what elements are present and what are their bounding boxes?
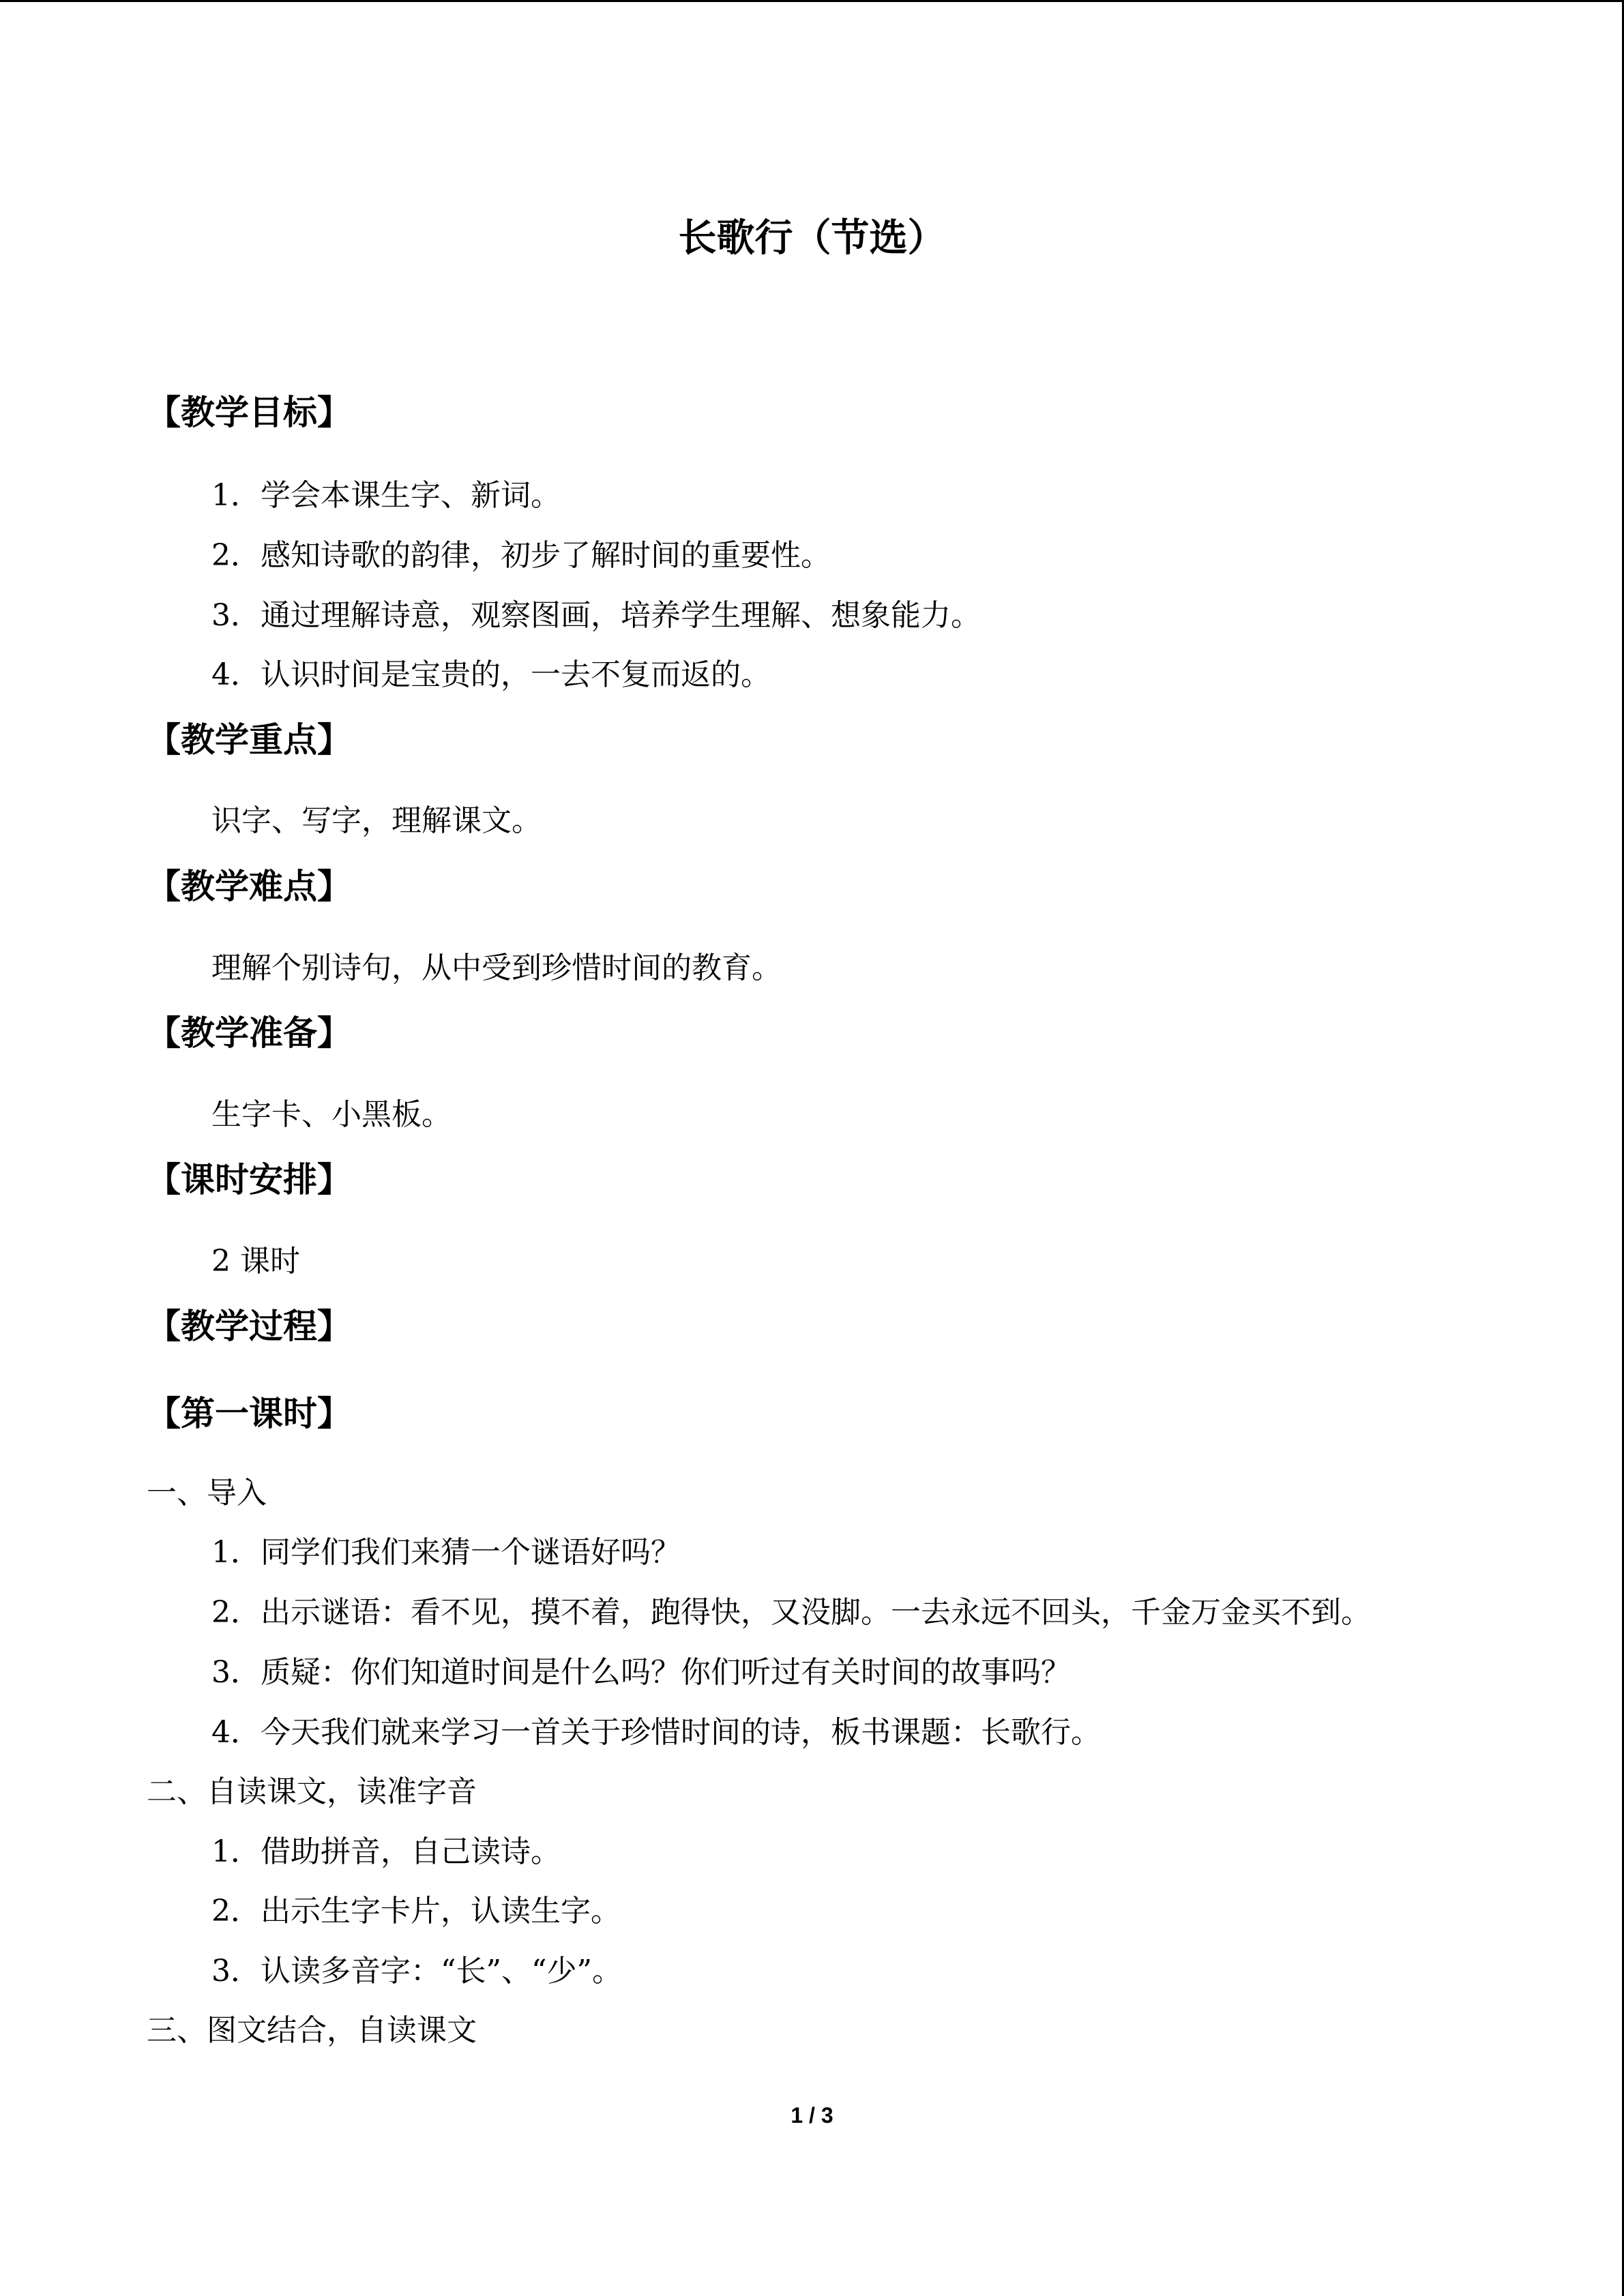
goal-item: 3．通过理解诗意，观察图画，培养学生理解、想象能力。: [211, 598, 981, 633]
section-item: 1．借助拼音，自己读诗。: [211, 1834, 561, 1869]
difficulties-heading: 【教学难点】: [147, 867, 351, 906]
section-title: 二、自读课文，读准字音: [147, 1774, 477, 1809]
lesson1-heading: 【第一课时】: [147, 1394, 351, 1433]
document-title: 长歌行（节选）: [678, 216, 946, 260]
goal-item: 1．学会本课生字、新词。: [211, 478, 561, 513]
preparation-heading: 【教学准备】: [147, 1013, 351, 1053]
section-title: 一、导入: [147, 1476, 267, 1510]
process-heading: 【教学过程】: [147, 1307, 351, 1346]
section-item: 4．今天我们就来学习一首关于珍惜时间的诗，板书课题：长歌行。: [211, 1715, 1101, 1750]
section-item: 2．出示谜语：看不见，摸不着，跑得快，又没脚。一去永远不回头，千金万金买不到。: [211, 1595, 1371, 1630]
section-item: 3．质疑：你们知道时间是什么吗？你们听过有关时间的故事吗？: [211, 1655, 1071, 1690]
preparation-text: 生字卡、小黑板。: [211, 1097, 452, 1132]
key-points-text: 识字、写字，理解课文。: [211, 803, 542, 838]
page-number: 1 / 3: [791, 2103, 833, 2128]
goals-heading: 【教学目标】: [147, 393, 351, 432]
key-points-heading: 【教学重点】: [147, 720, 351, 760]
section-title: 三、图文结合，自读课文: [147, 2013, 477, 2048]
goal-item: 2．感知诗歌的韵律，初步了解时间的重要性。: [211, 538, 831, 573]
difficulties-text: 理解个别诗句，从中受到珍惜时间的教育。: [211, 951, 782, 985]
schedule-heading: 【课时安排】: [147, 1160, 351, 1199]
section-item: 3．认读多音字：“长”、“少”。: [211, 1954, 622, 1988]
goal-item: 4．认识时间是宝贵的，一去不复而返的。: [211, 657, 771, 692]
section-item: 1．同学们我们来猜一个谜语好吗？: [211, 1535, 681, 1570]
schedule-text: 2 课时: [211, 1244, 300, 1279]
section-item: 2．出示生字卡片，认读生字。: [211, 1894, 621, 1928]
